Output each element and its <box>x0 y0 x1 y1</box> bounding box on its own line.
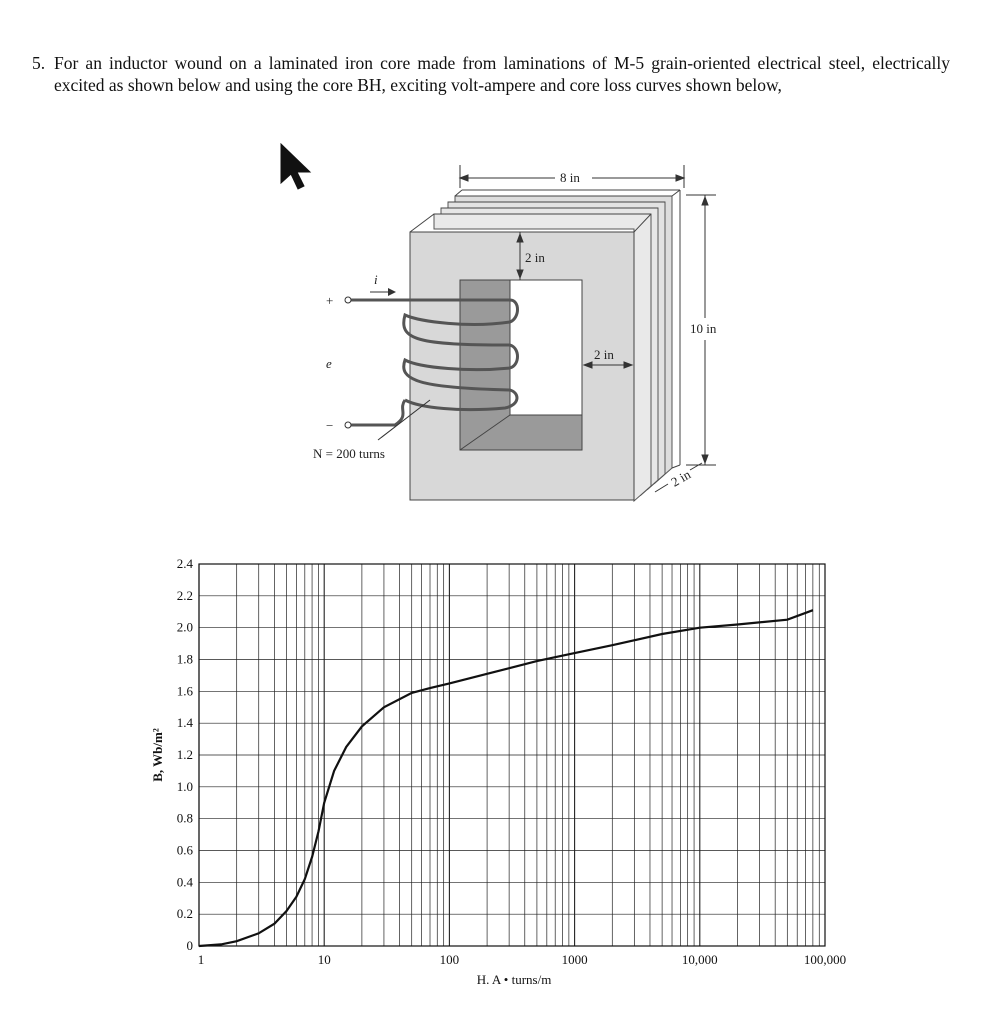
x-tick-label: 10,000 <box>681 952 718 967</box>
y-tick-label: 2.2 <box>176 587 193 603</box>
y-tick-label: 2.4 <box>176 556 193 571</box>
problem-text: For an inductor wound on a laminated iron core made from laminations of M-5 grain-oriented electrical steel, electrically excited as shown below and using the core BH, exciting volt-ampere and core loss curves shown below, <box>54 53 950 95</box>
y-tick-label: 1.6 <box>176 683 193 699</box>
x-tick-label: 100 <box>439 952 460 967</box>
side-leg-label: 2 in <box>594 347 614 362</box>
turns-label: N = 200 turns <box>313 446 385 461</box>
x-axis-title: H. A • turns/m <box>476 972 552 987</box>
y-tick-label: 1.2 <box>176 747 193 762</box>
y-tick-label: 0.4 <box>176 874 193 890</box>
x-tick-label: 1000 <box>561 952 588 967</box>
minus-label: − <box>326 418 334 433</box>
y-tick-label: 0.8 <box>176 810 193 826</box>
current-label: i <box>374 272 378 287</box>
height-label: 10 in <box>690 321 717 336</box>
y-tick-label: 1.8 <box>176 651 193 667</box>
problem-number: 5. <box>32 53 46 73</box>
x-tick-label: 10 <box>317 952 331 967</box>
y-tick-label: 0 <box>186 938 193 953</box>
y-tick-label: 1.4 <box>176 715 193 731</box>
plus-label: + <box>326 293 334 308</box>
y-tick-label: 1.0 <box>176 778 193 794</box>
chart-grid <box>199 564 825 946</box>
y-tick-label: 2.0 <box>176 619 193 635</box>
y-tick-label: 0.6 <box>176 842 193 858</box>
x-tick-label: 100,000 <box>803 952 847 967</box>
top-leg-label: 2 in <box>525 250 545 265</box>
x-tick-label: 1 <box>197 952 205 967</box>
y-axis-title: B, Wb/m² <box>150 728 165 782</box>
voltage-label: e <box>326 356 332 371</box>
depth-label: 2 in <box>668 466 694 490</box>
y-tick-label: 0.2 <box>176 906 193 922</box>
width-label: 8 in <box>560 170 580 185</box>
bh-curve-line <box>199 610 813 946</box>
